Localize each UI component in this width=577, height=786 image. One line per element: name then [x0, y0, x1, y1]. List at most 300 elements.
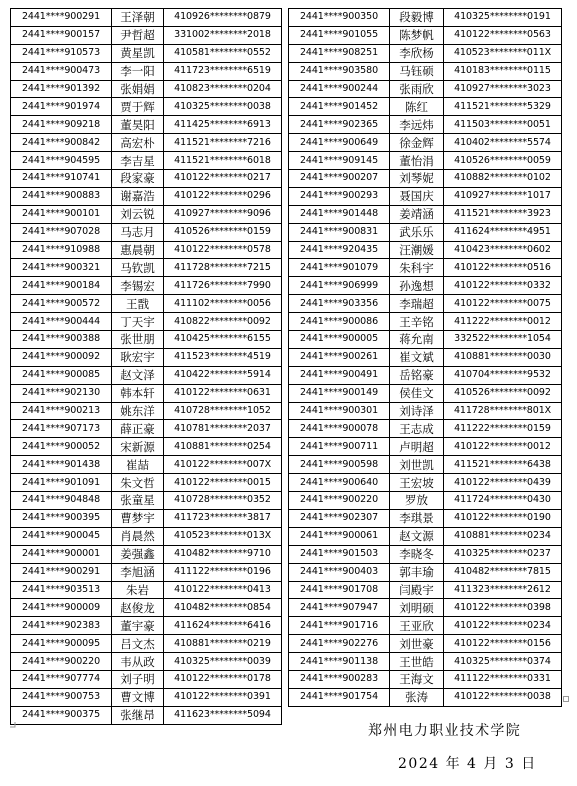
table-row [289, 259, 562, 277]
exam-number-cell: 2441****900350 [289, 9, 390, 27]
id-card-number-cell: 410704********9532 [444, 366, 562, 384]
table-row [11, 187, 282, 205]
id-card-number-cell: 411425********6913 [164, 116, 282, 134]
student-name-cell: 岳铭豪 [390, 366, 444, 384]
table-row [289, 205, 562, 223]
exam-number-cell: 2441****901392 [11, 80, 112, 98]
table-row [289, 116, 562, 134]
id-card-number-cell: 410526********0059 [444, 152, 562, 170]
table-row [11, 438, 282, 456]
table-row [11, 44, 282, 62]
table-row [11, 688, 282, 706]
student-name-cell: 朱科宇 [390, 259, 444, 277]
id-card-number-cell: 410402********5574 [444, 134, 562, 152]
student-name-cell: 贾于辉 [112, 98, 164, 116]
student-name-cell: 蒋允南 [390, 331, 444, 349]
student-name-cell: 李欣杨 [390, 44, 444, 62]
id-card-number-cell: 410881********0030 [444, 348, 562, 366]
id-card-number-cell: 410122********007X [164, 456, 282, 474]
id-card-number-cell: 410425********6155 [164, 331, 282, 349]
table-row [289, 653, 562, 671]
table-row [289, 563, 562, 581]
exam-number-cell: 2441****901138 [289, 653, 390, 671]
table-row [11, 635, 282, 653]
student-name-cell: 卢明超 [390, 438, 444, 456]
exam-number-cell: 2441****901716 [289, 617, 390, 635]
student-name-cell: 王志成 [390, 420, 444, 438]
exam-number-cell: 2441****900085 [11, 366, 112, 384]
exam-number-cell: 2441****900572 [11, 295, 112, 313]
exam-number-cell: 2441****900293 [289, 187, 390, 205]
table-row [11, 653, 282, 671]
id-card-number-cell: 410325********0191 [444, 9, 562, 27]
table-row [289, 80, 562, 98]
student-name-cell: 宋新源 [112, 438, 164, 456]
table-row [289, 402, 562, 420]
id-card-number-cell: 411521********5329 [444, 98, 562, 116]
exam-number-cell: 2441****901091 [11, 474, 112, 492]
table-row [11, 670, 282, 688]
student-name-cell: 黄星凯 [112, 44, 164, 62]
id-card-number-cell: 410122********0015 [164, 474, 282, 492]
issue-date: 2024 年 4 月 3 日 [398, 756, 537, 772]
student-name-cell: 肖晨然 [112, 527, 164, 545]
id-card-number-cell: 410183********0115 [444, 62, 562, 80]
student-name-cell: 谢嘉浩 [112, 187, 164, 205]
table-row [11, 259, 282, 277]
student-name-cell: 刘世凯 [390, 456, 444, 474]
exam-number-cell: 2441****910741 [11, 170, 112, 188]
roster-table-right [288, 8, 562, 707]
table-row [11, 223, 282, 241]
corner-mark-right [563, 696, 569, 702]
student-name-cell: 徐金辉 [390, 134, 444, 152]
table-row [289, 187, 562, 205]
student-name-cell: 李锡宏 [112, 277, 164, 295]
exam-number-cell: 2441****900321 [11, 259, 112, 277]
corner-mark-bottom-left [10, 722, 16, 728]
table-row [289, 348, 562, 366]
roster-table-left [10, 8, 282, 725]
exam-number-cell: 2441****908251 [289, 44, 390, 62]
id-card-number-cell: 411728********7215 [164, 259, 282, 277]
exam-number-cell: 2441****901079 [289, 259, 390, 277]
id-card-number-cell: 411723********3817 [164, 509, 282, 527]
id-card-number-cell: 410122********0413 [164, 581, 282, 599]
exam-number-cell: 2441****900078 [289, 420, 390, 438]
student-name-cell: 张童星 [112, 492, 164, 510]
student-name-cell: 马钰硕 [390, 62, 444, 80]
student-name-cell: 韩本轩 [112, 384, 164, 402]
id-card-number-cell: 411623********5094 [164, 706, 282, 724]
id-card-number-cell: 410122********0296 [164, 187, 282, 205]
table-row [11, 474, 282, 492]
student-name-cell: 朱文哲 [112, 474, 164, 492]
student-name-cell: 武乐乐 [390, 223, 444, 241]
table-row [289, 474, 562, 492]
table-row [289, 26, 562, 44]
id-card-number-cell: 410122********0075 [444, 295, 562, 313]
exam-number-cell: 2441****907173 [11, 420, 112, 438]
exam-number-cell: 2441****904848 [11, 492, 112, 510]
table-row [289, 492, 562, 510]
table-row [289, 366, 562, 384]
table-row [289, 688, 562, 706]
roster-table-right-body [289, 9, 562, 707]
student-name-cell: 李旭涵 [112, 563, 164, 581]
student-name-cell: 张涛 [390, 688, 444, 706]
table-row [11, 509, 282, 527]
id-card-number-cell: 410325********0374 [444, 653, 562, 671]
table-row [11, 545, 282, 563]
exam-number-cell: 2441****907028 [11, 223, 112, 241]
id-card-number-cell: 410122********0234 [444, 617, 562, 635]
id-card-number-cell: 410927********3023 [444, 80, 562, 98]
student-name-cell: 吕文杰 [112, 635, 164, 653]
exam-number-cell: 2441****900375 [11, 706, 112, 724]
exam-number-cell: 2441****900473 [11, 62, 112, 80]
table-row [289, 384, 562, 402]
id-card-number-cell: 411222********0159 [444, 420, 562, 438]
student-name-cell: 李远炜 [390, 116, 444, 134]
table-row [11, 420, 282, 438]
exam-number-cell: 2441****900403 [289, 563, 390, 581]
student-name-cell: 王宏坡 [390, 474, 444, 492]
exam-number-cell: 2441****900261 [289, 348, 390, 366]
student-name-cell: 丁天宇 [112, 313, 164, 331]
id-card-number-cell: 411122********0331 [444, 670, 562, 688]
table-row [289, 62, 562, 80]
exam-number-cell: 2441****904595 [11, 152, 112, 170]
exam-number-cell: 2441****903356 [289, 295, 390, 313]
id-card-number-cell: 410523********013X [164, 527, 282, 545]
exam-number-cell: 2441****906999 [289, 277, 390, 295]
student-name-cell: 李琪景 [390, 509, 444, 527]
id-card-number-cell: 411726********7990 [164, 277, 282, 295]
student-name-cell: 闫殿宇 [390, 581, 444, 599]
student-name-cell: 马志月 [112, 223, 164, 241]
table-row [289, 313, 562, 331]
id-card-number-cell: 410325********0237 [444, 545, 562, 563]
id-card-number-cell: 411521********7216 [164, 134, 282, 152]
id-card-number-cell: 411624********6416 [164, 617, 282, 635]
id-card-number-cell: 410881********0234 [444, 527, 562, 545]
id-card-number-cell: 410122********0391 [164, 688, 282, 706]
id-card-number-cell: 410926********0879 [164, 9, 282, 27]
table-row [289, 134, 562, 152]
id-card-number-cell: 410881********0254 [164, 438, 282, 456]
exam-number-cell: 2441****900291 [11, 563, 112, 581]
student-name-cell: 汪潮媛 [390, 241, 444, 259]
table-row [289, 438, 562, 456]
student-name-cell: 郭丰瑜 [390, 563, 444, 581]
exam-number-cell: 2441****900220 [289, 492, 390, 510]
id-card-number-cell: 332522********1054 [444, 331, 562, 349]
student-name-cell: 王辛铭 [390, 313, 444, 331]
student-name-cell: 耿宏宇 [112, 348, 164, 366]
id-card-number-cell: 410122********0217 [164, 170, 282, 188]
exam-number-cell: 2441****910988 [11, 241, 112, 259]
student-name-cell: 惠晨朝 [112, 241, 164, 259]
id-card-number-cell: 410122********0332 [444, 277, 562, 295]
roster-table-left-body [11, 9, 282, 725]
student-name-cell: 赵俊龙 [112, 599, 164, 617]
student-name-cell: 陈梦帆 [390, 26, 444, 44]
table-row [289, 617, 562, 635]
student-name-cell: 张世朋 [112, 331, 164, 349]
table-row [289, 599, 562, 617]
exam-number-cell: 2441****900883 [11, 187, 112, 205]
table-row [11, 205, 282, 223]
table-row [11, 706, 282, 724]
student-name-cell: 韦从政 [112, 653, 164, 671]
id-card-number-cell: 410122********0439 [444, 474, 562, 492]
student-name-cell: 曹文博 [112, 688, 164, 706]
student-name-cell: 刘世豪 [390, 635, 444, 653]
id-card-number-cell: 410122********0631 [164, 384, 282, 402]
exam-number-cell: 2441****900101 [11, 205, 112, 223]
exam-number-cell: 2441****900184 [11, 277, 112, 295]
exam-number-cell: 2441****900444 [11, 313, 112, 331]
id-card-number-cell: 331002********2018 [164, 26, 282, 44]
id-card-number-cell: 410422********5914 [164, 366, 282, 384]
exam-number-cell: 2441****900009 [11, 599, 112, 617]
exam-number-cell: 2441****902383 [11, 617, 112, 635]
exam-number-cell: 2441****900491 [289, 366, 390, 384]
table-row [289, 223, 562, 241]
table-row [11, 295, 282, 313]
table-row [289, 152, 562, 170]
table-row [11, 527, 282, 545]
student-name-cell: 陈红 [390, 98, 444, 116]
exam-number-cell: 2441****901503 [289, 545, 390, 563]
exam-number-cell: 2441****902365 [289, 116, 390, 134]
table-row [11, 313, 282, 331]
id-card-number-cell: 410482********9710 [164, 545, 282, 563]
exam-number-cell: 2441****900157 [11, 26, 112, 44]
student-name-cell: 董宇豪 [112, 617, 164, 635]
table-row [11, 617, 282, 635]
table-row [289, 581, 562, 599]
id-card-number-cell: 411523********4519 [164, 348, 282, 366]
table-row [289, 331, 562, 349]
id-card-number-cell: 410526********0092 [444, 384, 562, 402]
exam-number-cell: 2441****901055 [289, 26, 390, 44]
table-row [289, 277, 562, 295]
exam-number-cell: 2441****900598 [289, 456, 390, 474]
id-card-number-cell: 411323********2612 [444, 581, 562, 599]
id-card-number-cell: 410823********0204 [164, 80, 282, 98]
student-name-cell: 刘子明 [112, 670, 164, 688]
id-card-number-cell: 410325********0039 [164, 653, 282, 671]
student-name-cell: 朱岩 [112, 581, 164, 599]
table-row [11, 366, 282, 384]
id-card-number-cell: 410423********0602 [444, 241, 562, 259]
id-card-number-cell: 411728********801X [444, 402, 562, 420]
id-card-number-cell: 410728********1052 [164, 402, 282, 420]
exam-number-cell: 2441****901974 [11, 98, 112, 116]
student-name-cell: 王亚欣 [390, 617, 444, 635]
table-row [11, 581, 282, 599]
student-name-cell: 李瑞超 [390, 295, 444, 313]
table-row [289, 98, 562, 116]
exam-number-cell: 2441****900291 [11, 9, 112, 27]
id-card-number-cell: 411503********0051 [444, 116, 562, 134]
student-name-cell: 董怡涓 [390, 152, 444, 170]
student-name-cell: 张雨欣 [390, 80, 444, 98]
table-row [11, 599, 282, 617]
exam-number-cell: 2441****900301 [289, 402, 390, 420]
student-name-cell: 李吉星 [112, 152, 164, 170]
exam-number-cell: 2441****909218 [11, 116, 112, 134]
student-name-cell: 聂国庆 [390, 187, 444, 205]
table-row [11, 170, 282, 188]
exam-number-cell: 2441****900095 [11, 635, 112, 653]
exam-number-cell: 2441****902130 [11, 384, 112, 402]
id-card-number-cell: 410122********0156 [444, 635, 562, 653]
table-row [289, 456, 562, 474]
student-name-cell: 张娟娟 [112, 80, 164, 98]
student-name-cell: 李晓冬 [390, 545, 444, 563]
exam-number-cell: 2441****900207 [289, 170, 390, 188]
id-card-number-cell: 410482********0854 [164, 599, 282, 617]
table-row [289, 545, 562, 563]
exam-number-cell: 2441****901754 [289, 688, 390, 706]
exam-number-cell: 2441****900005 [289, 331, 390, 349]
table-row [289, 241, 562, 259]
table-row [11, 492, 282, 510]
table-row [289, 527, 562, 545]
table-row [11, 402, 282, 420]
student-name-cell: 刘琴妮 [390, 170, 444, 188]
id-card-number-cell: 411521********3923 [444, 205, 562, 223]
id-card-number-cell: 411102********0056 [164, 295, 282, 313]
exam-number-cell: 2441****900092 [11, 348, 112, 366]
exam-number-cell: 2441****920435 [289, 241, 390, 259]
student-name-cell: 王戬 [112, 295, 164, 313]
exam-number-cell: 2441****907947 [289, 599, 390, 617]
table-row [289, 670, 562, 688]
student-name-cell: 姚东洋 [112, 402, 164, 420]
student-name-cell: 赵文泽 [112, 366, 164, 384]
exam-number-cell: 2441****900842 [11, 134, 112, 152]
table-row [11, 277, 282, 295]
student-name-cell: 马钦凯 [112, 259, 164, 277]
student-name-cell: 姜强鑫 [112, 545, 164, 563]
table-row [11, 563, 282, 581]
student-name-cell: 张继昂 [112, 706, 164, 724]
student-name-cell: 段家豪 [112, 170, 164, 188]
exam-number-cell: 2441****901452 [289, 98, 390, 116]
table-row [11, 152, 282, 170]
student-name-cell: 王泽朝 [112, 9, 164, 27]
id-card-number-cell: 410881********0219 [164, 635, 282, 653]
student-name-cell: 刘云锐 [112, 205, 164, 223]
table-row [11, 116, 282, 134]
table-row [11, 98, 282, 116]
table-row [11, 62, 282, 80]
table-row [11, 80, 282, 98]
id-card-number-cell: 410122********0038 [444, 688, 562, 706]
id-card-number-cell: 411222********0012 [444, 313, 562, 331]
student-name-cell: 曹梦宇 [112, 509, 164, 527]
student-name-cell: 王海文 [390, 670, 444, 688]
id-card-number-cell: 410122********0563 [444, 26, 562, 44]
id-card-number-cell: 411122********0196 [164, 563, 282, 581]
id-card-number-cell: 410122********0178 [164, 670, 282, 688]
exam-number-cell: 2441****900220 [11, 653, 112, 671]
id-card-number-cell: 410728********0352 [164, 492, 282, 510]
id-card-number-cell: 411624********4951 [444, 223, 562, 241]
id-card-number-cell: 411724********0430 [444, 492, 562, 510]
exam-number-cell: 2441****901708 [289, 581, 390, 599]
exam-number-cell: 2441****900640 [289, 474, 390, 492]
exam-number-cell: 2441****900001 [11, 545, 112, 563]
student-name-cell: 高宏朴 [112, 134, 164, 152]
exam-number-cell: 2441****900388 [11, 331, 112, 349]
id-card-number-cell: 410122********0578 [164, 241, 282, 259]
table-row [289, 635, 562, 653]
id-card-number-cell: 410523********011X [444, 44, 562, 62]
id-card-number-cell: 411521********6018 [164, 152, 282, 170]
table-row [11, 331, 282, 349]
exam-number-cell: 2441****900831 [289, 223, 390, 241]
id-card-number-cell: 410927********9096 [164, 205, 282, 223]
student-name-cell: 刘诗泽 [390, 402, 444, 420]
exam-number-cell: 2441****903580 [289, 62, 390, 80]
student-name-cell: 尹哲超 [112, 26, 164, 44]
student-name-cell: 赵文源 [390, 527, 444, 545]
student-name-cell: 段毅博 [390, 9, 444, 27]
student-name-cell: 李一阳 [112, 62, 164, 80]
table-row [11, 9, 282, 27]
id-card-number-cell: 411723********6519 [164, 62, 282, 80]
student-name-cell: 崔文斌 [390, 348, 444, 366]
exam-number-cell: 2441****909145 [289, 152, 390, 170]
exam-number-cell: 2441****901438 [11, 456, 112, 474]
exam-number-cell: 2441****901448 [289, 205, 390, 223]
id-card-number-cell: 410122********0012 [444, 438, 562, 456]
exam-number-cell: 2441****902307 [289, 509, 390, 527]
exam-number-cell: 2441****900649 [289, 134, 390, 152]
exam-number-cell: 2441****900753 [11, 688, 112, 706]
id-card-number-cell: 410325********0038 [164, 98, 282, 116]
table-row [11, 348, 282, 366]
exam-number-cell: 2441****900061 [289, 527, 390, 545]
id-card-number-cell: 410927********1017 [444, 187, 562, 205]
student-name-cell: 姜靖涵 [390, 205, 444, 223]
exam-number-cell: 2441****902276 [289, 635, 390, 653]
table-row [289, 44, 562, 62]
student-name-cell: 刘明硕 [390, 599, 444, 617]
exam-number-cell: 2441****910573 [11, 44, 112, 62]
table-row [289, 420, 562, 438]
table-row [289, 295, 562, 313]
id-card-number-cell: 410482********7815 [444, 563, 562, 581]
id-card-number-cell: 410822********0092 [164, 313, 282, 331]
table-row [11, 26, 282, 44]
id-card-number-cell: 410526********0159 [164, 223, 282, 241]
student-name-cell: 薛正豪 [112, 420, 164, 438]
exam-number-cell: 2441****900244 [289, 80, 390, 98]
exam-number-cell: 2441****900213 [11, 402, 112, 420]
table-row [11, 134, 282, 152]
exam-number-cell: 2441****900045 [11, 527, 112, 545]
table-row [289, 509, 562, 527]
id-card-number-cell: 410581********0552 [164, 44, 282, 62]
exam-number-cell: 2441****903513 [11, 581, 112, 599]
exam-number-cell: 2441****907774 [11, 670, 112, 688]
